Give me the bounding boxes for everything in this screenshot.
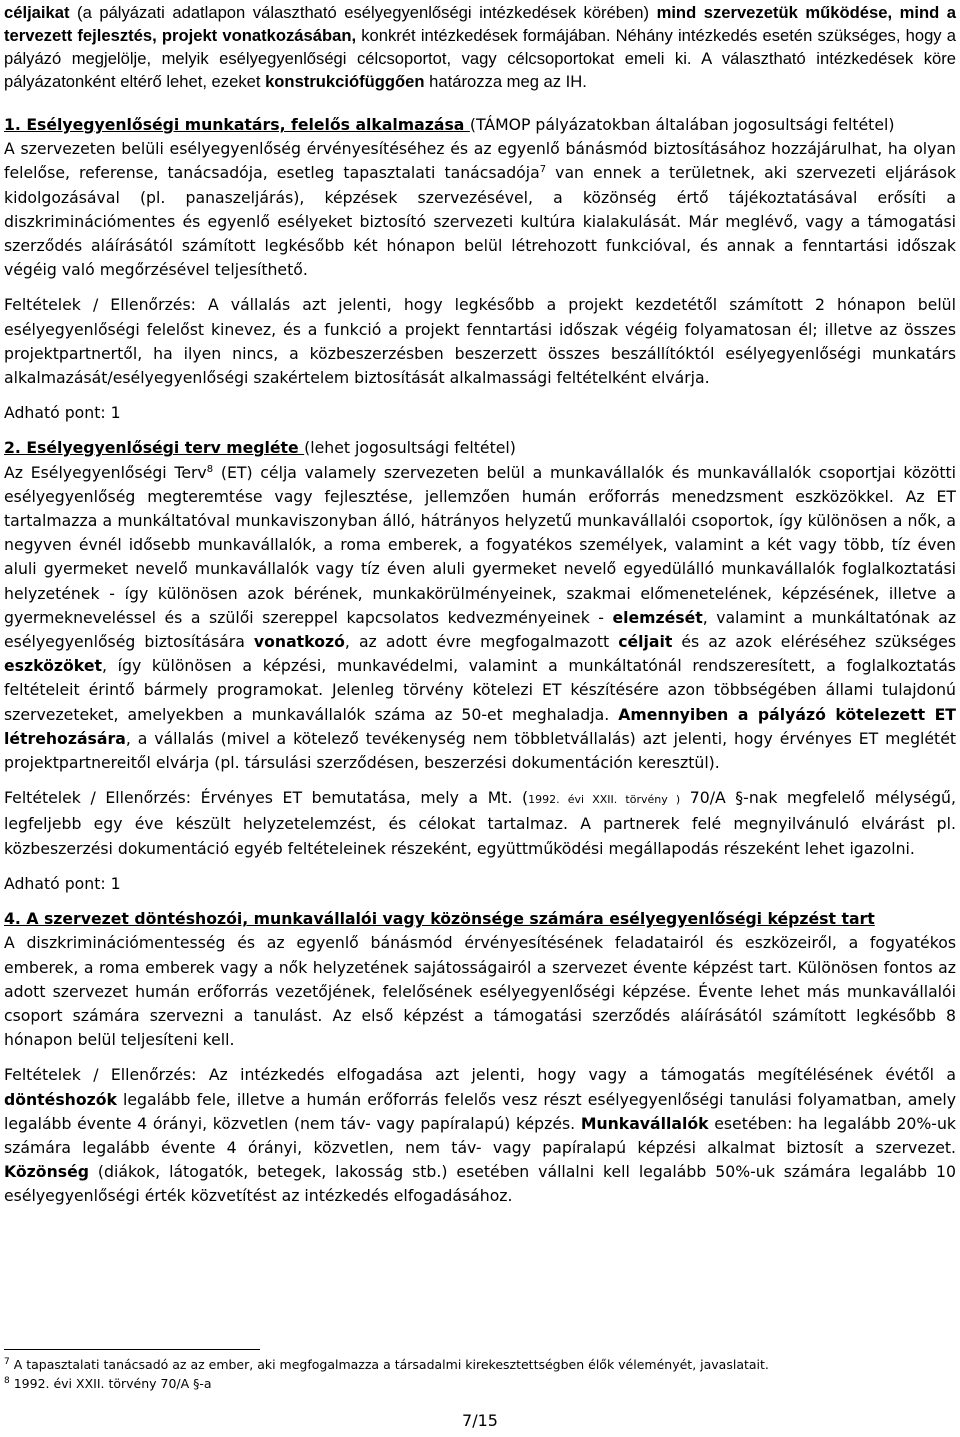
footnote-7-text: A tapasztalati tanácsadó az az ember, aki megfogalmazza a társadalmi kirekesztettségben élők véleményét, javaslatait. xyxy=(9,1357,769,1372)
intro-paragraph xyxy=(4,1,956,93)
section-1-heading xyxy=(4,113,956,137)
section-4-bold-1: döntéshozók xyxy=(4,1089,117,1109)
section-4-conditions xyxy=(4,1063,956,1208)
intro-bold-2: mind szervezetük működése, mind a tervezett fejlesztés, projekt vonatkozásában, xyxy=(4,3,956,45)
footnote-ref-8: 8 xyxy=(206,463,214,475)
section-2-body-c: , valamint a munkáltatónak az esélyegyenlőség biztosítására xyxy=(4,607,956,652)
section-4-cond-a: Feltételek / Ellenőrzés: Az intézkedés elfogadása azt jelenti, hogy vagy a támogatás megítélésének évétől a xyxy=(4,1065,956,1085)
section-2-cond-b: 70/A §-nak megfelelő mélységű, legfeljebb egy éve készült helyzetelemzést, és célokat tartalmaz. A partnerek felé megnyilvánuló elvárást pl. közbeszerzési dokumentáció egyéb feltételeinek részeként, együttműködési megállapodás részeként lehet igazolni. xyxy=(4,788,956,858)
section-1-body-a: A szervezeten belüli esélyegyenlőség érvényesítéséhez és az egyenlő bánásmód biztosításához hozzájárulhat, ha olyan felelőse, referense, tanácsadója, esetleg tapasztalati tanácsadója xyxy=(4,139,956,183)
section-2-cond-a: Feltételek / Ellenőrzés: Érvényes ET bemutatása, mely a Mt. ( xyxy=(4,788,529,808)
footnote-divider xyxy=(4,1349,260,1350)
section-2-body-d: , az adott évre megfogalmazott xyxy=(344,632,619,652)
section-1-title: 1. Esélyegyenlőségi munkatárs, felelős alkalmazása xyxy=(4,115,470,134)
section-2-body xyxy=(4,461,956,776)
section-2-cond-law: 1992. évi XXII. törvény ) xyxy=(528,793,681,807)
intro-text-3: határozza meg az IH. xyxy=(424,72,587,91)
section-2-body-e: és az azok eléréséhez szükséges xyxy=(672,632,956,652)
footnote-8-number: 8 xyxy=(4,1376,10,1386)
section-2-conditions xyxy=(4,786,956,861)
intro-text-2: konkrét intézkedések formájában. Néhány intézkedés esetén szükséges, hogy a pályázó megjelölje, melyik esélyegyenlőségi célcsoportot, vagy célcsoportokat emeli ki. A választható intézkedések köre pályázatonként eltérő lehet, ezeket xyxy=(4,26,956,91)
section-2-body-b: (ET) célja valamely szervezeten belül a munkavállalók és munkavállalók csoportjai közötti esélyegyenlőség megteremtése vagy fejlesztése, jellemzően humán erőforrás menedzsment eszközökkel. Az ET tartalmazza a munkáltatóval munkaviszonyban álló, hátrányos helyzetű munkavállalói csoportok, így különösen a nők, a negyven évnél idősebb munkavállalók, a roma emberek, a fogyatékos személyek, valamint a két vagy több, tíz éven aluli gyermeket nevelő munkavállalók vagy tíz éven aluli gyermeket nevelő egyedülálló munkavállalók foglalkoztatási helyzetének - így különösen azok bérének, munkakörülményeinek, szakmai előmenetelének, képzésének, illetve a gyermekneveléssel és a szülői szereppel kapcsolatos kedvezményeinek - xyxy=(4,462,957,627)
section-2-body-f: , így különösen a képzési, munkavédelmi, valamint a munkáltatónál rendszeresített, a foglalkoztatás feltételeit érintő bármely programokat. Jelenleg törvény kötelezi ET készítésére azon többségében állami tulajdonú szervezeteket, amelyekben a munkavállalók száma az 50-et meghaladja. xyxy=(4,656,956,724)
section-4-title: 4. A szervezet döntéshozói, munkavállalói vagy közönsége számára esélyegyenlőségi képzést tart xyxy=(4,909,875,929)
section-1-body-b: van ennek a területnek, aki szervezeti eljárások kidolgozásával (pl. panaszeljárás), képzések szervezésével, a közönség értő tájékoztatásával erősíti a diszkriminációmentes és egyenlő esélyeket biztosító szervezeti kultúra kialakulását. Már meglévő, vagy a támogatási szerződés aláírásától számított legkésőbb két hónapon belül létrehozott funkcióval, és annak a fenntartási időszak végéig való megőrzésével teljesíthető. xyxy=(4,163,956,280)
section-1-conditions: Feltételek / Ellenőrzés: A vállalás azt jelenti, hogy legkésőbb a projekt kezdetétől számított 2 hónapon belül esélyegyenlőségi felelőst kinevez, és a funkció a projekt fenntartási időszak végéig folyamatosan él; illetve az összes projektpartnertől, ha ilyen nincs, a közbeszerzésben beszerzett összes beszállítóktól esélyegyenlőségi munkatárs alkalmazását/esélyegyenlőségi szakértelem biztosítását alkalmassági feltételként elvárja. xyxy=(4,295,956,388)
section-2-body-a: Az Esélyegyenlőségi Terv xyxy=(4,462,207,482)
footnote-7-number: 7 xyxy=(4,1357,10,1367)
section-2-bold-1: elemzését xyxy=(612,607,703,627)
page-number: 7/15 xyxy=(462,1411,498,1430)
section-1-points: Adható pont: 1 xyxy=(4,403,121,423)
section-4-cond-b: legalább fele, illetve a humán erőforrás felelős vesz részt esélyegyenlőségi tanulási folyamatban, amely legalább évente 4 órányi, közvetlen (nem táv- vagy papíralapú) képzés. xyxy=(4,1089,956,1133)
section-2-points: Adható pont: 1 xyxy=(4,873,121,893)
section-4-body: A diszkriminációmentesség és az egyenlő bánásmód érvényesítésének feladatairól és eszközeiről, a fogyatékos emberek, a roma emberek vagy a nők helyzetének sajátosságairól a szervezet évente képzést tart. Különösen fontos az adott szervezet humán erőforrás vezetőjének, felelősének esélyegyenlőségi képzése. Évente lehet más munkavállalói csoport számára szervezni a tanulást. Az első képzést a támogatási szerződés aláírásától számított legkésőbb 8 hónapon belül teljesíteni kell. xyxy=(4,933,956,1050)
section-4-heading xyxy=(4,907,956,931)
section-2-note: (lehet jogosultsági feltétel) xyxy=(304,438,516,458)
section-1-note: (TÁMOP pályázatokban általában jogosultsági feltétel) xyxy=(469,115,895,134)
section-2-bold-4: eszközöket xyxy=(4,656,102,676)
footnote-ref-7: 7 xyxy=(539,164,547,176)
section-4-cond-d: (diákok, látogatók, betegek, lakosság stb.) esetében vállalni kell legalább 50%-uk számára legalább 10 esélyegyenlőségi érték közvetítést az intézkedés elfogadásához. xyxy=(4,1162,956,1206)
document-page xyxy=(4,0,956,1209)
footnote-8-text: 1992. évi XXII. törvény 70/A §-a xyxy=(9,1376,212,1391)
section-4-bold-3: Közönség xyxy=(4,1162,89,1182)
section-4-bold-2: Munkavállalók xyxy=(580,1113,709,1133)
intro-bold-3: konstrukciófüggően xyxy=(265,72,425,91)
section-2-heading xyxy=(4,436,956,460)
section-2-bold-2: vonatkozó xyxy=(253,632,345,652)
footnotes xyxy=(4,1352,956,1396)
section-4-cond-c: esetében: ha legalább 20%-uk számára legalább évente 4 órányi, közvetlen, nem táv- vagy papíralapú képzési alkalmat biztosít a szervezet. xyxy=(4,1113,956,1157)
section-2-title: 2. Esélyegyenlőségi terv megléte xyxy=(4,438,305,458)
section-2-bold-3: céljait xyxy=(618,632,673,652)
section-2-body-g: , a vállalás (mivel a kötelező tevékenység nem többletvállalás) azt jelenti, hogy érvényes ET meglétét projektpartnereitől elvárja (pl. társulási szerződésen, beszerzési dokumentáción keresztül). xyxy=(4,728,956,773)
intro-bold-1: céljaikat xyxy=(4,3,70,22)
section-1-body xyxy=(4,137,956,282)
section-2-bold-5: Amennyiben a pályázó kötelezett ET létrehozására xyxy=(4,704,956,748)
intro-text-1: (a pályázati adatlapon választható esélyegyenlőségi intézkedések körében) xyxy=(69,3,657,22)
